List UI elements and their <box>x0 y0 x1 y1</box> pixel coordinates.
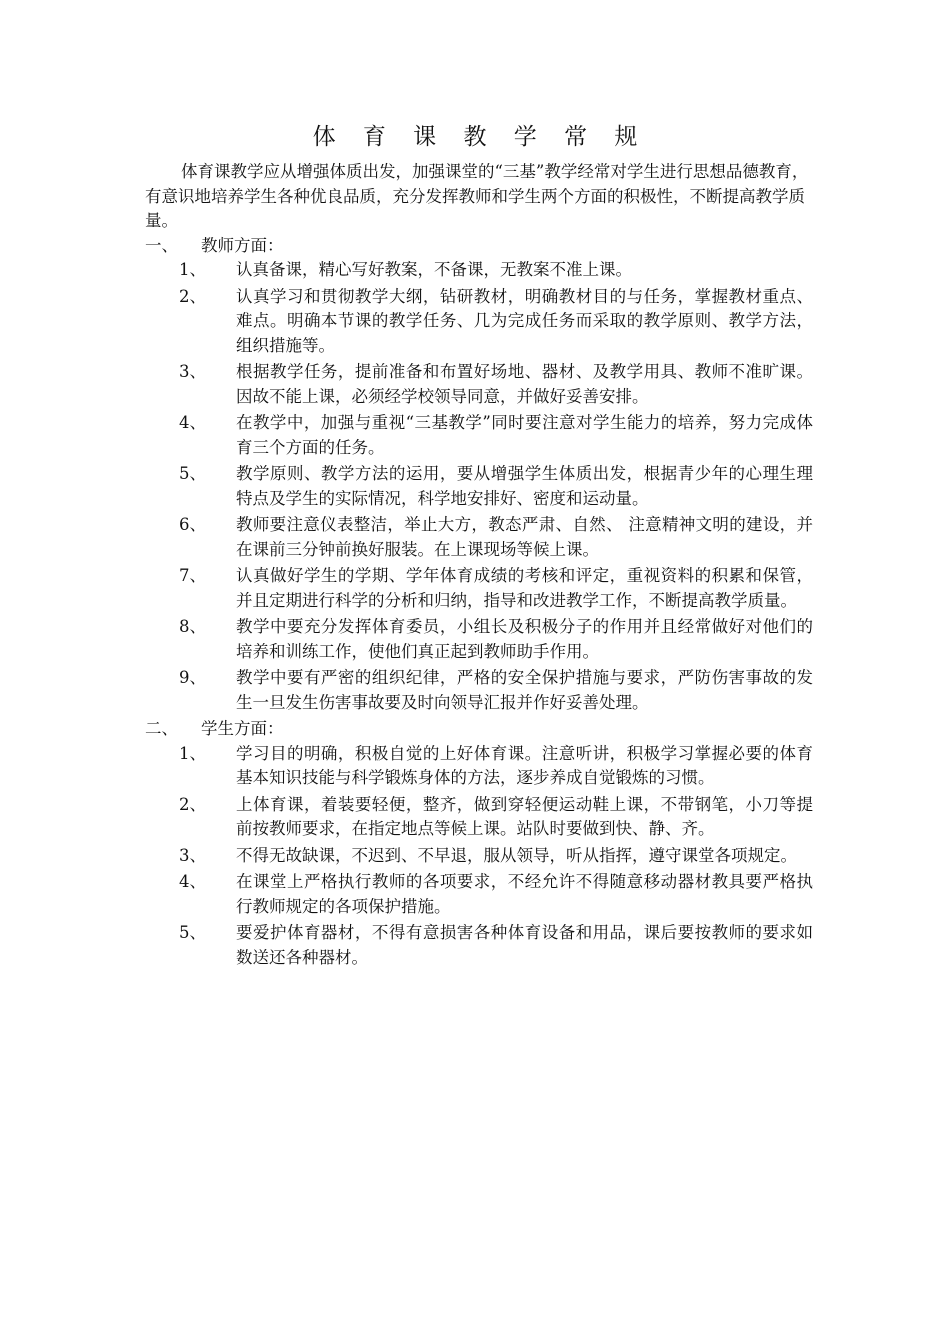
section-title: 学生方面： <box>201 719 284 738</box>
page-title: 体 育 课 教 学 常 规 <box>312 124 648 150</box>
item-number: 5、 <box>179 923 206 942</box>
item-text: 认真学习和贯彻教学大纲，钻研教材，明确教材目的与任务，掌握教材重点、难点。明确本节课的教学任务、几为完成任务而采取的教学原则、教学方法，组织措施等。 <box>236 286 813 355</box>
item-text: 在课堂上严格执行教师的各项要求，不经允许不得随意移动器材教具要严格执行教师规定的各项保护措施。 <box>236 872 813 916</box>
list-item <box>145 258 813 283</box>
section-heading-teachers <box>145 234 813 259</box>
section-number: 二、 <box>145 719 178 738</box>
item-number: 1、 <box>179 260 206 279</box>
item-text: 教学中要有严密的组织纪律，严格的安全保护措施与要求，严防伤害事故的发生一旦发生伤害事故要及时向领导汇报并作好妥善处理。 <box>236 668 813 712</box>
item-text: 学习目的明确，积极自觉的上好体育课。注意听讲，积极学习掌握必要的体育基本知识技能与科学锻炼身体的方法，逐步养成自觉锻炼的习惯。 <box>236 743 813 787</box>
list-item <box>145 411 813 460</box>
list-item <box>145 870 813 919</box>
item-text: 认真备课，精心写好教案，不备课，无教案不准上课。 <box>236 260 632 279</box>
item-number: 6、 <box>179 515 206 534</box>
list-item <box>145 844 813 869</box>
list-item <box>145 666 813 715</box>
list-item <box>145 462 813 511</box>
item-number: 5、 <box>179 464 206 483</box>
list-item <box>145 615 813 664</box>
item-number: 3、 <box>179 845 206 865</box>
item-text: 教师要注意仪表整洁，举止大方，教态严肃、自然、 注意精神文明的建设，并在课前三分钟前换好服装。在上课现场等候上课。 <box>236 515 813 559</box>
item-text: 不得无故缺课，不迟到、不早退，服从领导，听从指挥，遵守课堂各项规定。 <box>236 845 797 865</box>
item-number: 2、 <box>179 794 206 814</box>
item-text: 认真做好学生的学期、学年体育成绩的考核和评定，重视资料的积累和保管，并且定期进行科学的分析和归纳，指导和改进教学工作，不断提高教学质量。 <box>236 566 813 610</box>
intro-paragraph: 体育课教学应从增强体质出发，加强课堂的“三基”教学经常对学生进行思想品德教育，有意识地培养学生各种优良品质，充分发挥教师和学生两个方面的积极性，不断提高教学质量。 <box>145 162 809 230</box>
section-title: 教师方面： <box>201 235 284 255</box>
list-item <box>145 360 813 409</box>
item-number: 9、 <box>179 668 206 687</box>
list-item <box>145 793 813 842</box>
item-number: 4、 <box>179 413 206 432</box>
item-text: 要爱护体育器材，不得有意损害各种体育设备和用品，课后要按教师的要求如数送还各种器材。 <box>236 923 813 967</box>
teacher-rules-list <box>145 258 813 715</box>
item-number: 1、 <box>179 743 206 763</box>
item-number: 3、 <box>179 362 206 381</box>
section-heading-students <box>145 717 813 742</box>
list-item <box>145 513 813 562</box>
item-number: 8、 <box>179 617 206 636</box>
item-number: 2、 <box>179 286 206 306</box>
section-number: 一、 <box>145 235 178 255</box>
item-text: 上体育课，着装要轻便，整齐，做到穿轻便运动鞋上课，不带钢笔，小刀等提前按教师要求，在指定地点等候上课。站队时要做到快、静、齐。 <box>236 794 813 838</box>
student-rules-list <box>145 742 813 971</box>
list-item <box>145 921 813 970</box>
item-number: 4、 <box>179 872 206 891</box>
item-text: 教学中要充分发挥体育委员，小组长及积极分子的作用并且经常做好对他们的培养和训练工作，使他们真正起到教师助手作用。 <box>236 617 813 661</box>
list-item <box>145 285 813 359</box>
list-item <box>145 564 813 613</box>
item-text: 在教学中，加强与重视“三基教学”同时要注意对学生能力的培养，努力完成体育三个方面的任务。 <box>236 413 813 457</box>
item-text: 根据教学任务，提前准备和布置好场地、器材、及教学用具、教师不准旷课。因故不能上课，必须经学校领导同意，并做好妥善安排。 <box>236 362 813 406</box>
document-body <box>145 160 813 972</box>
item-number: 7、 <box>179 566 206 585</box>
item-text: 教学原则、教学方法的运用，要从增强学生体质出发，根据青少年的心理生理特点及学生的实际情况，科学地安排好、密度和运动量。 <box>236 464 813 508</box>
list-item <box>145 742 813 791</box>
